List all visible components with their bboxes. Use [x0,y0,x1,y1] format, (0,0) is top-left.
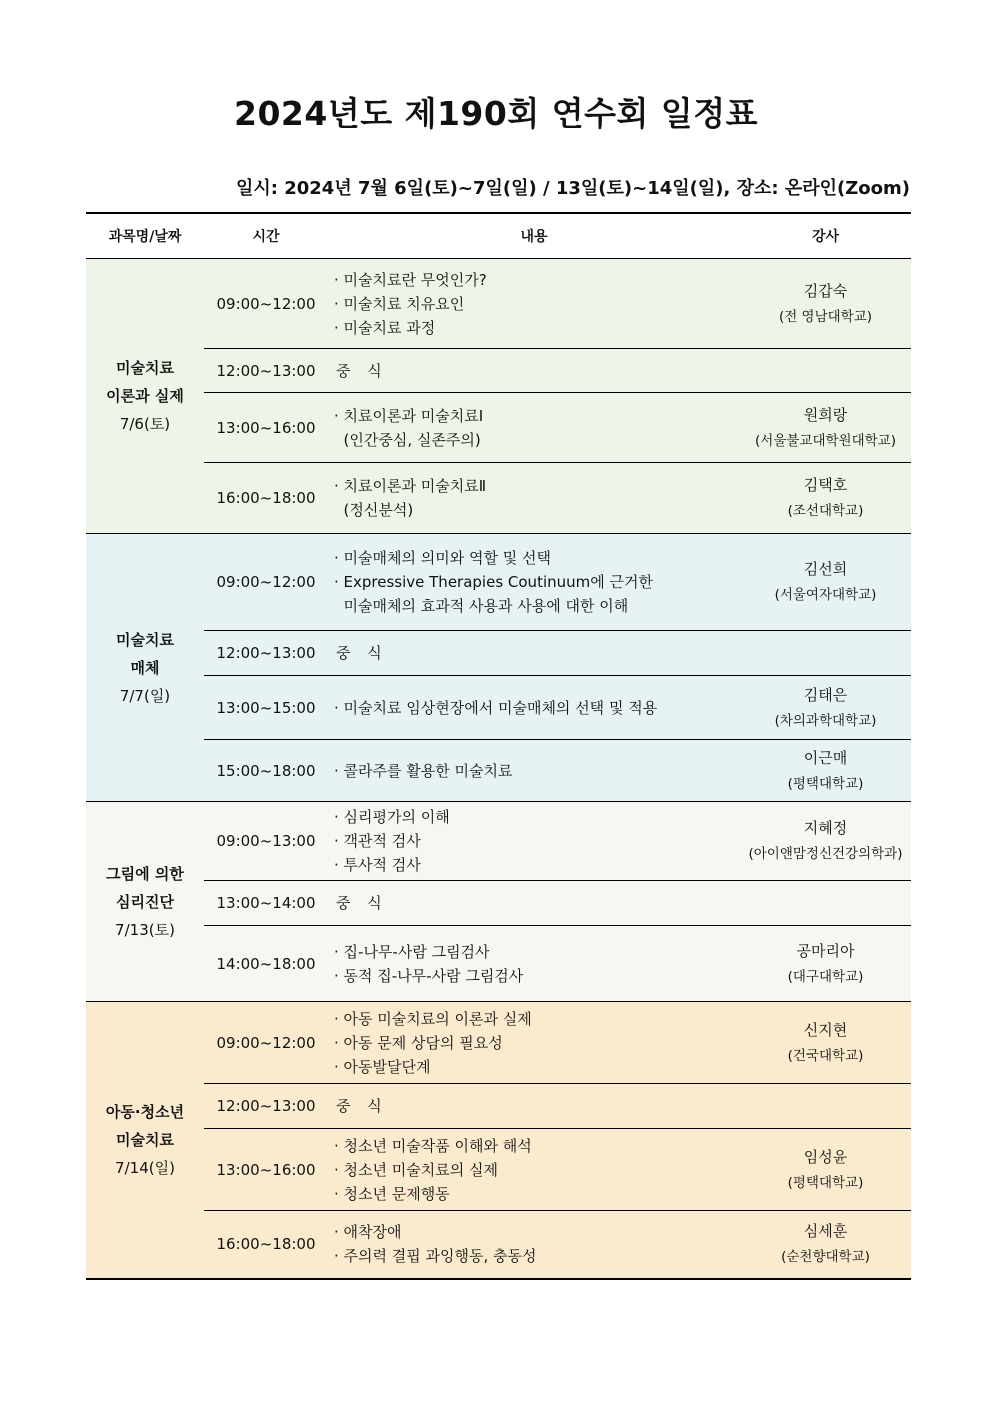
lecturer-affiliation: (서울여자대학교) [774,587,877,603]
course-name: 매체 [130,658,160,677]
table-row [86,740,911,802]
schedule-body [86,259,911,1279]
time-cell: 12:00~13:00 [204,1084,328,1129]
time-cell: 12:00~13:00 [204,631,328,676]
lecturer-name: 임성윤 [803,1147,848,1166]
lunch-cell [328,1084,911,1129]
lunch-cell [328,631,911,676]
course-name: 그림에 의한 [106,864,184,883]
lecturer-cell [740,393,911,463]
content-line: · 객관적 검사 [334,832,421,850]
lecturer-affiliation: (대구대학교) [787,968,864,985]
event-info: 일시: 2024년 7월 6일(토)~7일(일) / 13일(토)~14일(일), 장소: 온라인(Zoom) [235,178,910,199]
lecturer-cell [740,740,911,802]
lecturer-name: 김택호 [803,476,848,494]
content-cell [328,534,740,631]
content-line: · 미술치료 임상현장에서 미술매체의 선택 및 적용 [334,698,658,717]
course-name: 심리진단 [116,892,174,911]
time-cell: 16:00~18:00 [204,463,328,534]
lecturer-affiliation: (아이앤맘정신건강의학과) [748,846,903,862]
table-row [86,534,911,631]
content-cell [328,463,740,534]
content-cell [328,1129,740,1211]
course-name: 미술치료 [116,1130,174,1149]
lecturer-name: 김갑숙 [803,281,848,300]
time-cell: 09:00~13:00 [204,802,328,881]
lunch-label: 중 식 [336,644,388,662]
table-row [86,926,911,1002]
table-row [86,463,911,534]
table-row [86,881,911,926]
lecturer-affiliation: (평택대학교) [787,1174,864,1191]
lunch-cell [328,349,911,393]
lecturer-affiliation: (조선대학교) [787,503,864,519]
lecturer-name: 김태은 [803,685,848,704]
course-name: 이론과 실제 [106,387,184,405]
lecturer-cell [740,259,911,349]
content-line: · 치료이론과 미술치료Ⅱ [334,477,487,495]
lecturer-cell [740,802,911,881]
header-course: 과목명/날짜 [86,213,204,259]
lecturer-name: 신지현 [803,1020,848,1039]
content-cell [328,740,740,802]
course-date: 7/6(토) [119,415,171,433]
lecturer-cell [740,534,911,631]
header-content: 내용 [328,213,740,259]
lecturer-cell [740,1211,911,1279]
content-line: (인간중심, 실존주의) [334,430,481,449]
lecturer-name: 지혜정 [803,819,848,837]
course-cell [86,534,204,802]
content-line: · 애착장애 [334,1223,402,1242]
lecturer-cell [740,1002,911,1084]
time-cell: 16:00~18:00 [204,1211,328,1279]
header-lecturer: 강사 [740,213,911,259]
course-date: 7/13(토) [115,920,175,939]
course-date: 7/7(일) [119,686,171,705]
header-row [86,213,911,259]
lecturer-affiliation: (차의과학대학교) [774,712,877,729]
lunch-cell [328,881,911,926]
lunch-label: 중 식 [336,361,388,380]
schedule-table [86,212,911,1280]
content-cell [328,259,740,349]
course-cell [86,259,204,534]
lecturer-affiliation: (전 영남대학교) [778,308,873,325]
lecturer-name: 이근매 [803,748,848,767]
lecturer-cell [740,926,911,1002]
lunch-label: 중 식 [336,1097,388,1115]
content-line: · 미술매체의 의미와 역할 및 선택 [334,549,551,567]
lecturer-name: 심세훈 [803,1222,848,1241]
lecturer-name: 원희랑 [803,405,848,424]
time-cell: 13:00~14:00 [204,881,328,926]
content-cell [328,393,740,463]
content-line: · 청소년 미술작품 이해와 해석 [334,1136,532,1155]
time-cell: 14:00~18:00 [204,926,328,1002]
content-line: · 주의력 결핍 과잉행동, 충동성 [334,1247,537,1266]
table-row [86,1084,911,1129]
content-line: (정신분석) [334,501,414,519]
course-name: 미술치료 [116,630,174,649]
content-line: · 심리평가의 이해 [334,808,450,826]
table-row [86,676,911,740]
content-line: · Expressive Therapies Coutinuum에 근거한 [334,573,653,591]
time-cell: 13:00~16:00 [204,1129,328,1211]
time-cell: 12:00~13:00 [204,349,328,393]
lecturer-affiliation: (건국대학교) [787,1047,864,1064]
content-cell [328,1211,740,1279]
content-cell [328,802,740,881]
content-cell [328,926,740,1002]
time-cell: 13:00~15:00 [204,676,328,740]
content-line: · 콜라주를 활용한 미술치료 [334,761,513,780]
lecturer-cell [740,463,911,534]
table-row [86,631,911,676]
content-line: · 투사적 검사 [334,856,421,874]
time-cell: 09:00~12:00 [204,1002,328,1084]
page-title: 2024년도 제190회 연수회 일정표 [234,94,758,133]
course-cell [86,1002,204,1279]
time-cell: 09:00~12:00 [204,534,328,631]
content-cell [328,676,740,740]
content-line: · 아동 문제 상담의 필요성 [334,1033,503,1052]
content-line: · 청소년 문제행동 [334,1184,450,1203]
content-line: · 미술치료란 무엇인가? [334,270,487,289]
course-name: 미술치료 [116,359,174,377]
table-row [86,1002,911,1084]
content-line: · 미술치료 치유요인 [334,294,465,313]
lecturer-cell [740,676,911,740]
lecturer-affiliation: (서울불교대학원대학교) [755,432,896,449]
content-line: · 미술치료 과정 [334,318,436,337]
course-date: 7/14(일) [115,1158,175,1177]
content-line: · 집-나무-사람 그림검사 [334,942,490,961]
table-row [86,259,911,349]
time-cell: 13:00~16:00 [204,393,328,463]
header-time: 시간 [204,213,328,259]
content-line: · 아동 미술치료의 이론과 실제 [334,1009,532,1028]
content-line: · 청소년 미술치료의 실제 [334,1160,498,1179]
lecturer-cell [740,1129,911,1211]
content-line: · 동적 집-나무-사람 그림검사 [334,966,524,985]
course-cell [86,802,204,1002]
lecturer-name: 김선희 [803,560,848,578]
lecturer-affiliation: (순천향대학교) [781,1249,870,1266]
lunch-label: 중 식 [336,894,388,912]
table-row [86,349,911,393]
content-line: 미술매체의 효과적 사용과 사용에 대한 이해 [334,597,629,615]
table-row [86,1129,911,1211]
time-cell: 15:00~18:00 [204,740,328,802]
time-cell: 09:00~12:00 [204,259,328,349]
course-name: 아동·청소년 [105,1102,185,1121]
lecturer-name: 공마리아 [796,941,855,960]
table-row [86,802,911,881]
content-cell [328,1002,740,1084]
table-row [86,393,911,463]
table-row [86,1211,911,1279]
content-line: · 아동발달단계 [334,1057,431,1076]
lecturer-affiliation: (평택대학교) [787,775,864,792]
content-line: · 치료이론과 미술치료Ⅰ [334,406,484,425]
